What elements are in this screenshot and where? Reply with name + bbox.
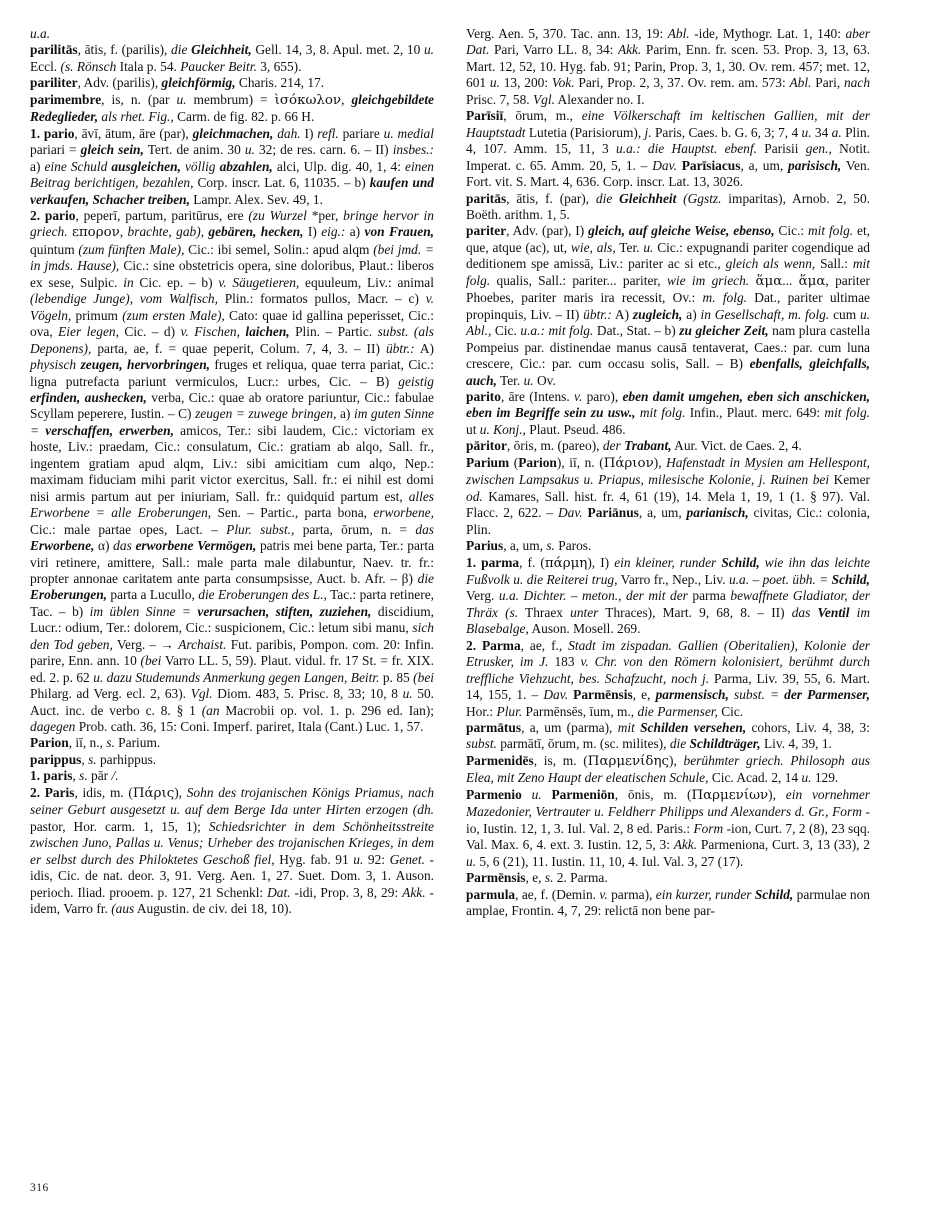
- page-folio-number: 316: [30, 1182, 49, 1194]
- dictionary-entry-parmenides: Parmenidēs, is, m. (Παρμενίδης), berühmter griech. Philosoph aus Elea, mit Zeno Haupt der eleatischen Schule, Cic. Acad. 2, 14 u. 129.: [466, 752, 870, 786]
- dictionary-entry-pario-1: 1. pario, āvī, ātum, āre (par), gleichmachen, dah. I) refl. pariare u. medial pariari = gleich sein, Tert. de anim. 30 u. 32; de res. carn. 6. – II) insbes.: a) eine Schuld ausgleichen, völlig abzahlen, alci, Ulp. dig. 40, 1, 4: einen Beitrag berichtigen, bezahlen, Corp. inscr. Lat. 6, 11035. – b) kaufen und verkaufen, Schacher treiben, Lampr. Alex. Sev. 49, 1.: [30, 125, 434, 207]
- dictionary-entry-paritas: paritās, ātis, f. (par), die Gleichheit (Ggstz. imparitas), Arnob. 2, 50. Boëth. arithm. 1, 5.: [466, 190, 870, 222]
- dictionary-entry-pariliter: pariliter, Adv. (parilis), gleichförmig, Charis. 214, 17.: [30, 75, 325, 91]
- dictionary-entry-ua-fragment: u.a.: [30, 26, 51, 41]
- right-text-column: [466, 26, 870, 1154]
- dictionary-entry-parmenio: Parmenio u. Parmeniōn, ōnis, m. (Παρμενίων), ein vornehmer Mazedonier, Vertrauter u. Feldherr Philipps und Alexanders d. Gr., Form -io, Iustin. 12, 1, 3. Iul. Val. 2, 8 ed. Paris.: Form -ion, Curt. 7, 2 (8), 23 sqq. Val. Max. 6, 4. ext. 3. Iustin. 12, 5, 3: Akk. Parmeniona, Curt. 3, 13 (33), 2 u. 5, 6 (21), 11. Iustin. 11, 10, 4. Iul. Val. 3, 27 (17).: [466, 786, 871, 869]
- dictionary-entry-parion: Parion, iī, n., s. Parium.: [30, 735, 161, 751]
- dictionary-entry-pario-2: 2. pario, peperī, partum, paritūrus, ere (zu Wurzel *per, bringe hervor in griech. επορον, brachte, gab), gebären, hecken, I) eig.: a) von Frauen, quintum (zum fünften Male), Cic.: ibi semel, Solin.: apud alqm (bei jmd. = in jmds. Hause), Cic.: sine obstetricis opera, sine doloribus, Plaut.: liberos ex sese, Sulpic. in Cic. ep. – b) v. Säugetieren, equuleum, Liv.: animal (lebendige Junge), vom Walfisch, Plin.: formatos pullos, Macr. – c) v. Vögeln, primum (zum ersten Male), Cato: quae id gallina peperisset, Cic.: ova, Eier legen, Cic. – d) v. Fischen, laichen, Plin. – Partic. subst. (als Deponens), parta, ae, f. = quae peperit, Colum. 7, 4, 3. – II) übtr.: A) physisch zeugen, hervorbringen, fruges et reliqua, quae terra pariat, Cic.: ligna putrefacta pariunt vermiculos, Lucr.: urbes, Cic. – B) geistig erfinden, aushecken, verba, Cic.: quae ab oratore pariuntur, Cic.: fabulae Scyllam peperere, Iustin. – C) zeugen = zuwege bringen, a) im guten Sinne = verschaffen, erwerben, amicos, Ter.: sibi laudem, Cic.: victoriam ex hoste, Liv.: praedam, Cic.: consulatum, Cic.: gratiam ab alqo, Sall. fr., ingentem gratiam apud alqm, Liv.: sibi amicitiam cum alqo, Nep.: maximam fiduciam mihi parit victor exercitus, Sall. fr.: ei nihil est domi nisi armis partum aut per iniuriam, Sall. fr.: quidquid partum est, alles Erworbene = alle Eroberungen, Sen. – Partic., parta bona, erworbene, Cic.: male partae opes, Lact. – Plur. subst., parta, ōrum, n. = das Erworbene, α) das erworbene Vermögen, patris mei bene parta, Ter.: parta viri retinere, amittere, Sall.: male parta male dilabuntur, Naev. tr. fr.: propter annonae caritatem ante parta consumpsisse, Auct. b. Afr. – β) die Eroberungen, parta a Lucullo, die Eroberungen des L., Tac.: parta retinere, Tac. – b) im üblen Sinne = verursachen, stiften, zuziehen, discidium, Lucr.: odium, Ter.: dolorem, Cic.: suspicionem, Cic.: letum sibi manu, sich den Tod geben, Verg. – → Archaist. Fut. paribis, Pompon. com. 20: Infin. parire, Enn. ann. 10 (bei Varro LL. 5, 59). Plaut. vidul. fr. 17 St. = fr. XIX. ed. 2. p. 62 u. dazu Studemunds Anmerkung gegen Langen, Beitr. p. 85 (bei Philarg. ad Verg. ecl. 2, 63). Vgl. Diom. 483, 5. Prisc. 8, 33; 10, 8 u. 50. Auct. inc. de verbo c. 8. § 1 (an Macrobii op. vol. 1. p. 296 ed. Ian); dagegen Prob. cath. 36, 15: Coni. Imperf. pariret, Itala (Cant.) Luc. 1, 57.: [30, 207, 435, 735]
- dictionary-entry-paris-1: 1. paris, s. pār /.: [30, 768, 119, 784]
- dictionary-entry-parilitas: parilitās, ātis, f. (parilis), die Gleichheit, Gell. 14, 3, 8. Apul. met. 2, 10 u. Eccl. (s. Rönsch Itala p. 54. Paucker Beitr. 3, 655).: [30, 42, 435, 74]
- dictionary-entry-parmensis: Parmēnsis, e, s. 2. Parma.: [466, 870, 608, 886]
- dictionary-entry-paris-2: 2. Paris, idis, m. (Πάρις), Sohn des trojanischen Königs Priamus, nach seiner Geburt ausgesetzt u. auf dem Berge Ida unter Hirten erzogen (dh. pastor, Hor. carm. 1, 15, 1); Schiedsrichter in dem Schönheitsstreite zwischen Juno, Pallas u. Venus; Urheber des trojanischen Krieges, in dem er selbst durch des Philoktetes Geschoß fiel, Hyg. fab. 91 u. 92: Genet. -idis, Cic. de nat. deor. 3, 91. Verg. Aen. 1, 27. Suet. Dom. 3, 1. Auson. perioch. Iliad. prooem. p. 127, 21 Schenkl: Dat. -idi, Prop. 3, 8, 29: Akk. -idem, Varro fr. (aus Augustin. de civ. dei 18, 10).: [30, 784, 435, 917]
- dictionary-entry-parius: Parius, a, um, s. Paros.: [466, 538, 592, 554]
- dictionary-entry-parmula: parmula, ae, f. (Demin. v. parma), ein kurzer, runder Schild, parmulae non amplae, Frontin. 4, 7, 29: relictā non bene par-: [466, 886, 870, 919]
- dictionary-entry-paris-2-cont: Verg. Aen. 5, 370. Tac. ann. 13, 19: Abl. -ide, Mythogr. Lat. 1, 140: aber Dat. Pari, Varro LL. 8, 34: Akk. Parim, Enn. fr. scen. 53. Prop. 3, 13, 63. Mart. 12, 52, 10. Hyg. fab. 91; Parin, Prop. 3, 1, 30. Ov. rem. 457; met. 12, 601 u. 13, 200: Vok. Pari, Prop. 2, 3, 37. Ov. rem. am. 573: Abl. Pari, nach Prisc. 7, 58. Vgl. Alexander no. I.: [466, 26, 871, 107]
- dictionary-entry-parium: Parium (Parion), iī, n. (Πάριον), Hafenstadt in Mysien am Hellespont, zwischen Lampsakus u. Priapus, milesische Kolonie, j. Ruinen bei Kemer od. Kamares, Sall. hist. fr. 4, 61 (19), 14. Mela 1, 19, 1 (1. § 97). Val. Flacc. 2, 622. – Dav. Pariānus, a, um, parianisch, civitas, Cic.: colonia, Plin.: [466, 454, 871, 537]
- dictionary-entry-parma-2: 2. Parma, ae, f., Stadt im zispadan. Gallien (Oberitalien), Kolonie der Etrusker, im J. 183 v. Chr. von den Römern kolonisiert, berühmt durch treffliche Viehzucht, bes. Schafzucht, noch j. Parma, Liv. 39, 55, 6. Mart. 14, 155, 1. – Dav. Parmēnsis, e, parmensisch, subst. = der Parmenser, Hor.: Plur. Parmēnsēs, īum, m., die Parmenser, Cic.: [466, 637, 871, 719]
- dictionary-entry-parmatus: parmātus, a, um (parma), mit Schilden versehen, cohors, Liv. 4, 38, 3: subst. parmātī, ōrum, m. (sc. milites), die Schildträger, Liv. 4, 39, 1.: [466, 720, 870, 752]
- dictionary-entry-parito: parito, āre (Intens. v. paro), eben damit umgehen, eben sich anschicken, eben im Begriffe sein zu usw., mit folg. Infin., Plaut. merc. 649: mit folg. ut u. Konj., Plaut. Pseud. 486.: [466, 388, 870, 437]
- dictionary-entry-parimembre: parimembre, is, n. (par u. membrum) = ὶσόκωλον, gleichgebildete Redeglieder, als rhet. Fig., Carm. de fig. 82. p. 66 H.: [30, 91, 434, 125]
- dictionary-entry-pariter: pariter, Adv. (par), I) gleich, auf gleiche Weise, ebenso, Cic.: mit folg. et, que, atque (ac), ut, wie, als, Ter. u. Cic.: expugnandi pariter cogendique ad deditionem spe amissā, Liv.: pariter ac si etc., gleich als wenn, Sall.: mit folg. qualis, Sall.: pariter... pariter, wie im griech. ἅμα... ἅμα, pariter Phoebes, pariter maris ira recessit, Ov.: m. folg. Dat., pariter ultimae propinquis, Liv. – II) übtr.: A) zugleich, a) in Gesellschaft, m. folg. cum u. Abl., Cic. u.a.: mit folg. Dat., Stat. – b) zu gleicher Zeit, nam plura castella Pompeius par. distinendae manus causā tentaverat, Caes.: par. cum luna crescere, Cic.: par. cum occasu solis, Sall. – B) ebenfalls, gleichfalls, auch, Ter. u. Ov.: [466, 223, 871, 388]
- dictionary-entry-parma-1: 1. parma, f. (πάρμη), I) ein kleiner, runder Schild, wie ihn das leichte Fußvolk u. die Reiterei trug, Varro fr., Nep., Liv. u.a. – poet. übh. = Schild, Verg. u.a. Dichter. – meton., der mit der parma bewaffnete Gladiator, der Thräx (s. Thraex unter Thraces), Mart. 9, 68, 8. – II) das Ventil im Blasebalge, Auson. Mosell. 269.: [466, 554, 871, 637]
- left-text-column: [30, 26, 434, 1154]
- dictionary-entry-parippus: parippus, s. parhippus.: [30, 751, 157, 767]
- two-column-layout: [30, 26, 901, 1154]
- dictionary-entry-paritor: pāritor, ōris, m. (pareo), der Trabant, Aur. Vict. de Caes. 2, 4.: [466, 438, 802, 454]
- dictionary-entry-parisii: Parīsiī, ōrum, m., eine Völkerschaft im keltischen Gallien, mit der Hauptstadt Lutetia (Parisiorum), j. Paris, Caes. b. G. 6, 3; 7, 4 u. 34 a. Plin. 4, 107. Amm. 15, 11, 3 u.a.: die Hauptst. ebenf. Parisii gen., Notit. Imperat. c. 65. Amm. 20, 5, 1. – Dav. Parīsiacus, a, um, parisisch, Ven. Fort. vit. S. Mart. 4, 636. Corp. inscr. Lat. 13, 3026.: [466, 108, 871, 190]
